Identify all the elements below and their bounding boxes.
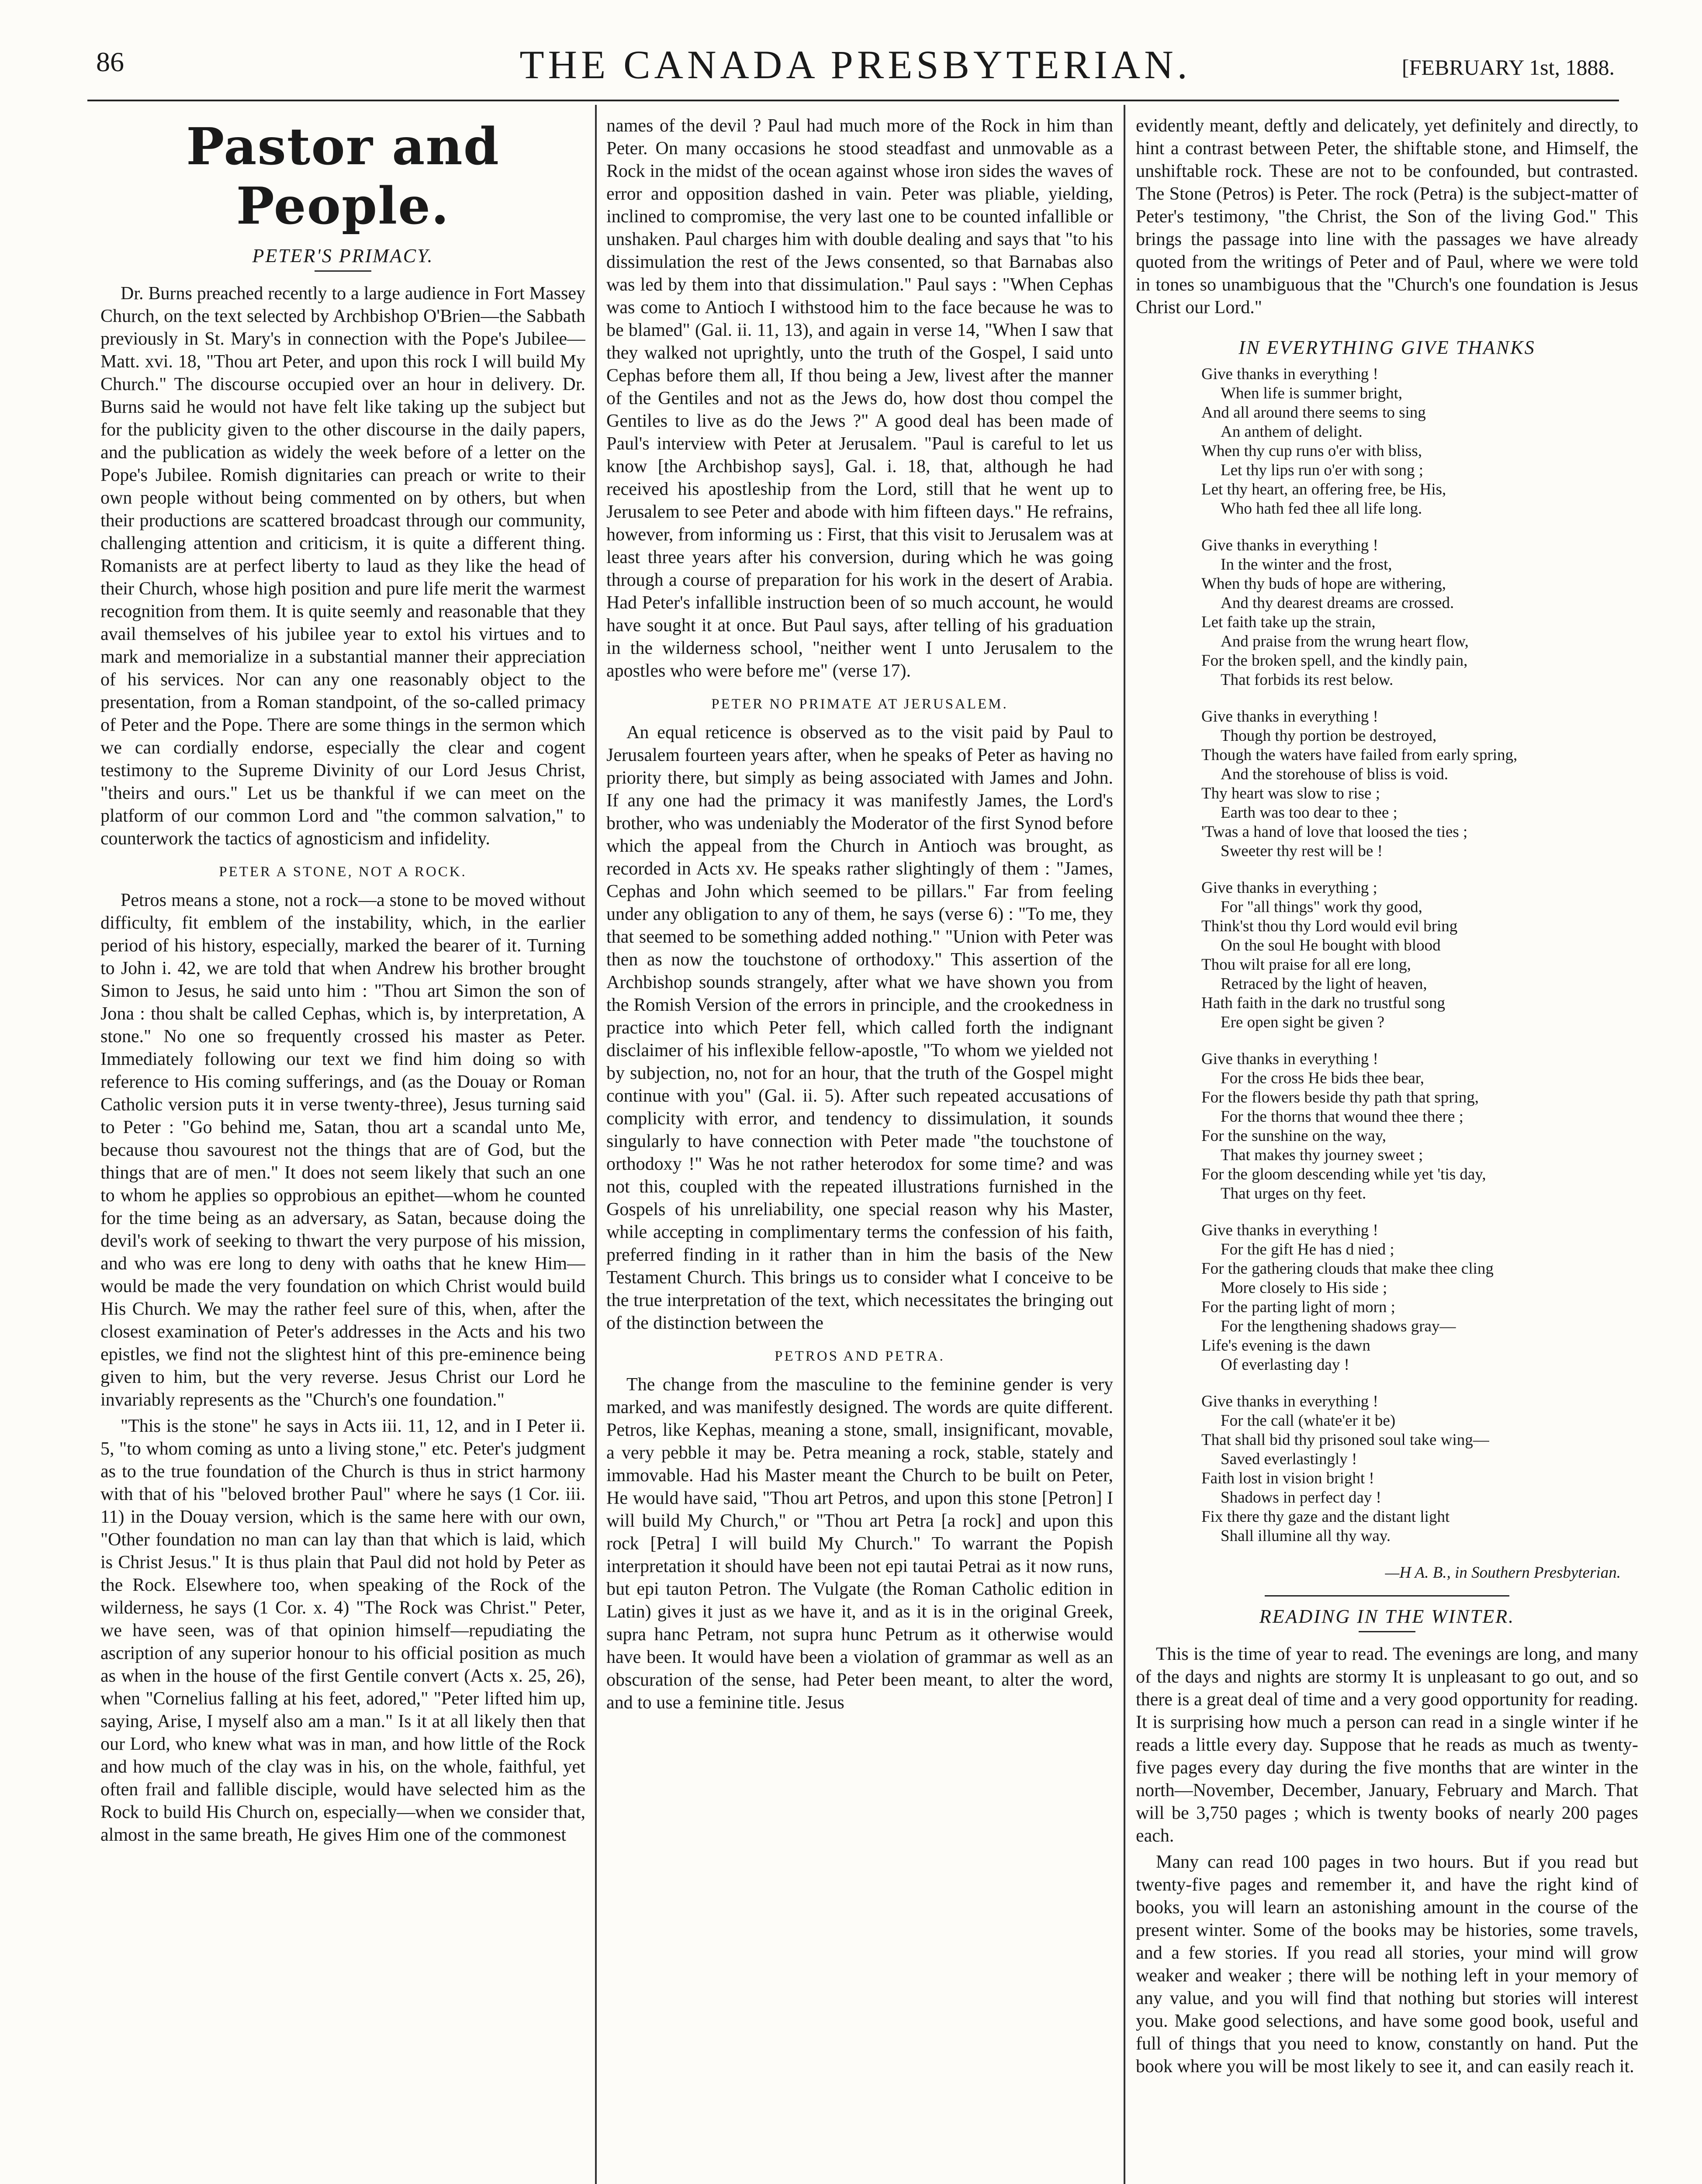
- poem-line: Shall illumine all thy way.: [1221, 1527, 1391, 1545]
- poem-line: And praise from the wrung heart flow,: [1221, 632, 1469, 650]
- column-rule: [1124, 105, 1125, 2184]
- poem-stanza: [1201, 1392, 1638, 1546]
- poem-line: Saved everlastingly !: [1221, 1450, 1357, 1468]
- masthead-title: THE CANADA PRESBYTERIAN.: [519, 42, 1191, 87]
- poem-line: An anthem of delight.: [1221, 423, 1363, 441]
- article-paragraph: "This is the stone" he says in Acts iii. 11, 12, and in I Peter ii. 5, "to whom coming as unto a living stone," etc. Peter's judgment as to the true foundation of the Church is thus in strict harmony with that of his "beloved brother Paul" where he says (1 Cor. iii. 11) in the Douay version, which is the same here with our own, "Other foundation no man can lay than that which is laid, which is Christ Jesus." It is thus plain that Paul did not hold by Peter as the Rock. Elsewhere too, when speaking of the Rock of the wilderness, he says (1 Cor. x. 4) "The Rock was Christ." Peter, we have seen, was of that opinion himself—repudiating the ascription of any superior honour to his official position as much as when in the house of the first Gentile convert (Acts x. 25, 26), when "Cornelius falling at his feet, adored," "Peter lifted him up, saying, Arise, I myself also am a man." Is it at all likely then that our Lord, who knew what was in man, and how little of the Rock and how much of the clay was in his, on the whole, faithful, yet often frail and fallible disciple, would have selected him as the Rock to build His Church on, especially—when we consider that, almost in the same breath, He gives Him one of the commonest: [100, 1416, 585, 1845]
- article-paragraph: Dr. Burns preached recently to a large audience in Fort Massey Church, on the text selected by Archbishop O'Brien—the Sabbath previously in St. Mary's in connection with the Pope's Jubilee—Matt. xvi. 18, "Thou art Peter, and upon this rock I will build My Church." The discourse occupied over an hour in delivery. Dr. Burns said he would not have felt like taking up the subject but for the publicity given to the other discourse in the daily papers, and the publication as widely the week before of a letter on the Pope's Jubilee. Romish dignitaries can preach or write to their own people without being commented on by others, but when their productions are scattered broadcast through our community, challenging attention and criticism, it is quite a different thing. Romanists are at perfect liberty to laud as they like the head of their Church, whose high position and pure life merit the warmest recognition from them. It is quite seemly and reasonable that they avail themselves of his jubilee year to extol his virtues and to mark and memorialize in a substantial manner their appreciation of his services. Nor can any one reasonably object to the presentation, from a Roman standpoint, of the so-called primacy of Peter and the Pope. There are some things in the sermon which we can cordially endorse, especially the clear and cogent testimony to the Supreme Divinity of our Lord Jesus Christ, "theirs and ours." Let us be thankful if we can meet on the platform of our common Lord and "the common salvation," to counterwork the tactics of agnosticism and infidelity.: [100, 283, 585, 849]
- poem-line: For the gloom descending while yet 'tis day,: [1201, 1165, 1486, 1183]
- poem-line: Of everlasting day !: [1221, 1356, 1349, 1374]
- poem-line: That forbids its rest below.: [1221, 671, 1394, 689]
- title-divider: [315, 270, 371, 272]
- article-paragraph: An equal reticence is observed as to the visit paid by Paul to Jerusalem fourteen years after, when he speaks of Peter as having no priority there, but simply as being associated with James and John. If any one had the primacy it was manifestly James, the Lord's brother, who was undeniably the Moderator of the first Synod before which the appeal from the Church in Antioch was brought, as recorded in Acts xv. He speaks rather slightingly of them : "James, Cephas and John which seemed to be pillars." Far from feeling under any obligation to any of them, he says (verse 6) : "To me, they that seemed to be something added nothing." "Union with Peter was then as now the touchstone of orthodoxy." This assertion of the Archbishop sounds strangely, after what we have shown you from the Romish Version of the errors in principle, and the crookedness in practice into which Peter fell, which called forth the indignant disclaimer of his inflexible fellow-apostle, "To whom we yielded not by subjection, no, not for an hour, that the truth of the Gospel might continue with you" (Gal. ii. 5). After such repeated accusations of complicity with error, and tendency to dissimulation, it sounds singularly to have connection with Peter made "the touchstone of orthodoxy !" Was he not rather heterodox for some time? and was not this, coupled with the repeated illustrations furnished in the Gospels of his unreliability, one special reason why his Master, while accepting in complimentary terms the confession of his faith, preferred finding in it rather than in him the basis of the New Testament Church. This brings us to consider what I conceive to be the true interpretation of the text, which necessitates the bringing out of the distinction between the: [606, 722, 1113, 1333]
- poem-stanza: [1201, 707, 1638, 861]
- section-heading: PETER NO PRIMATE AT JERUSALEM.: [711, 696, 1008, 712]
- poem-line: Give thanks in everything !: [1201, 1221, 1378, 1239]
- poem-stanza: [1201, 878, 1638, 1032]
- poem-line: On the soul He bought with blood: [1221, 936, 1441, 954]
- poem-line: Life's evening is the dawn: [1201, 1337, 1370, 1355]
- article-paragraph: Petros means a stone, not a rock—a stone to be moved without difficulty, fit emblem of the instability, which, in the earlier period of his history, especially, marked the bearer of it. Turning to John i. 42, we are told that when Andrew his brother brought Simon to Jesus, he said unto him : "Thou art Simon the son of Jona : thou shalt be called Cephas, which is, by interpretation, A stone." No one so frequently crossed his master as Peter. Immediately following our text we find him doing so with reference to His coming sufferings, and (as the Douay or Roman Catholic version puts it in verse twenty-three), Jesus turning said to Peter : "Go behind me, Satan, thou art a scandal unto Me, because thou savourest not the things that are of God, but the things that are of men." It does not seem likely that such an one to whom he applies so opprobious an epithet—whom he counted for the time being as an adversary, as Satan, because doing the devil's work of seeking to thwart the very purpose of his mission, and who was ere long to deny with oaths that he knew Him—would be made the very foundation on which Christ would build His Church. We may the rather feel sure of this, when, after the closest examination of Peter's addresses in the Acts and his two epistles, we find not the slightest hint of this pre-eminence being given to him, but the very reverse. Jesus Christ our Lord he invariably represents as the "Church's one foundation.": [100, 890, 585, 1410]
- poem-line: Thy heart was slow to rise ;: [1201, 784, 1380, 802]
- poem-line: More closely to His side ;: [1221, 1279, 1387, 1297]
- poem-line: In the winter and the frost,: [1221, 556, 1392, 574]
- poem-line: Let faith take up the strain,: [1201, 613, 1376, 631]
- poem-line: Shadows in perfect day !: [1221, 1489, 1381, 1507]
- poem-line: That urges on thy feet.: [1221, 1185, 1366, 1203]
- poem-line: That shall bid thy prisoned soul take wing—: [1201, 1431, 1489, 1449]
- poem-line: When thy buds of hope are withering,: [1201, 575, 1446, 593]
- poem-line: Let thy heart, an offering free, be His,: [1201, 480, 1446, 498]
- poem-line: And all around there seems to sing: [1201, 404, 1426, 422]
- poem-line: Give thanks in everything !: [1201, 1393, 1378, 1410]
- poem-line: Give thanks in everything !: [1201, 1050, 1378, 1068]
- poem-line: For the call (whate'er it be): [1221, 1412, 1396, 1430]
- poem-line: Give thanks in everything !: [1201, 536, 1378, 554]
- poem-line: For "all things" work thy good,: [1221, 898, 1422, 916]
- column-2: [606, 114, 1113, 2184]
- poem-line: For the cross He bids thee bear,: [1221, 1069, 1425, 1087]
- poem-line: For the lengthening shadows gray—: [1221, 1317, 1456, 1335]
- section-heading: PETER A STONE, NOT A ROCK.: [219, 864, 467, 880]
- column-3: [1136, 114, 1638, 2184]
- poem-line: Fix there thy gaze and the distant light: [1201, 1508, 1450, 1526]
- poem-line: For the broken spell, and the kindly pain,: [1201, 652, 1468, 670]
- poem-line: Think'st thou thy Lord would evil bring: [1201, 917, 1458, 935]
- poem-line: And the storehouse of bliss is void.: [1221, 765, 1449, 783]
- poem-line: Who hath fed thee all life long.: [1221, 500, 1422, 518]
- poem-line: For the thorns that wound thee there ;: [1221, 1108, 1463, 1126]
- poem-line: For the flowers beside thy path that spring,: [1201, 1089, 1479, 1106]
- poem-line: That makes thy journey sweet ;: [1221, 1146, 1423, 1164]
- department-heading: Pastor and People.: [186, 117, 500, 236]
- poem-line: Ere open sight be given ?: [1221, 1013, 1385, 1031]
- reading-title: READING IN THE WINTER.: [1259, 1606, 1515, 1627]
- section-heading: PETROS AND PETRA.: [775, 1348, 945, 1364]
- poem-line: Sweeter thy rest will be !: [1221, 842, 1383, 860]
- column-rule: [595, 105, 597, 2184]
- poem-line: Hath faith in the dark no trustful song: [1201, 994, 1445, 1012]
- poem-stanza: [1201, 1221, 1638, 1375]
- issue-date: [FEBRUARY 1st, 1888.: [1401, 55, 1615, 79]
- poem-line: Retraced by the light of heaven,: [1221, 975, 1427, 993]
- title-divider: [1359, 1631, 1415, 1632]
- poem-line: When life is summer bright,: [1221, 384, 1403, 402]
- poem-stanza: [1201, 365, 1638, 518]
- poem-line: Faith lost in vision bright !: [1201, 1469, 1374, 1487]
- poem-line: Give thanks in everything !: [1201, 365, 1378, 383]
- poem-line: Though thy portion be destroyed,: [1221, 727, 1437, 745]
- poem-line: And thy dearest dreams are crossed.: [1221, 594, 1454, 612]
- header-rule: [87, 100, 1619, 101]
- poem-line: 'Twas a hand of love that loosed the ties ;: [1201, 823, 1468, 841]
- poem-line: Give thanks in everything !: [1201, 708, 1378, 726]
- reading-paragraph: Many can read 100 pages in two hours. But if you read but twenty-five pages and remember it, and have the right kind of books, you will learn an astonishing amount in the course of the present winter. Some of the books may be histories, some travels, and a few stories. If you read all stories, your mind will grow weaker and weaker ; there will be nothing left in your memory of any value, and you will find that nothing but stories will interest you. Make good selections, and have some good book, useful and full of things that you need to know, constantly on hand. Put the book where you will be most likely to see it, and can easily reach it.: [1136, 1852, 1638, 2077]
- poem-stanza: [1201, 536, 1638, 690]
- poem-line: For the sunshine on the way,: [1201, 1127, 1387, 1145]
- page-header: [96, 41, 1615, 94]
- column-1: [100, 114, 585, 2184]
- poem: [1201, 365, 1638, 1546]
- poem-line: Give thanks in everything ;: [1201, 879, 1377, 897]
- section-divider: [1265, 1595, 1509, 1597]
- poem-title: IN EVERYTHING GIVE THANKS: [1238, 337, 1536, 358]
- poem-attribution: —H A. B., in Southern Presbyterian.: [1385, 1564, 1621, 1582]
- poem-line: Though the waters have failed from early spring,: [1201, 746, 1518, 764]
- page-number: 86: [96, 46, 124, 77]
- article-paragraph-continued: names of the devil ? Paul had much more of the Rock in him than Peter. On many occasions he stood steadfast and unmovable as a Rock in the midst of the ocean against whose iron sides the waves of error and opposition dashed in vain. Peter was pliable, yielding, inclined to compromise, the very last one to be counted infallible or unshaken. Paul charges him with double dealing and says that "to his dissimulation the rest of the Jews consented, so that Barnabas also was led by them into that dissimulation." Paul says : "When Cephas was come to Antioch I withstood him to the face because he was to be blamed" (Gal. ii. 11, 13), and again in verse 14, "When I saw that they walked not uprightly, unto the truth of the Gospel, I said unto Cephas before them all, If thou being a Jew, livest after the manner of the Gentiles and not as the Jews do, how dost thou compel the Gentiles to live as do the Jews ?" A good deal has been made of Paul's interview with Peter at Jerusalem. "Paul is careful to let us know [the Archbishop says], Gal. i. 18, that, although he had received his apostleship from the Lord, still that he went up to Jerusalem to see Peter and abode with him fifteen days." He refrains, however, from informing us : First, that this visit to Jerusalem was at least three years after his conversion, during which he was going through a course of preparation for his work in the desert of Arabia. Had Peter's infallible instruction been of so much account, he would have sought it at once. But Paul says, after telling of his graduation in the wilderness school, "neither went I unto Jerusalem to the apostles who were before me" (verse 17).: [606, 116, 1113, 681]
- poem-line: For the gathering clouds that make thee cling: [1201, 1260, 1494, 1278]
- article-paragraph: The change from the masculine to the feminine gender is very marked, and was manifestly designed. The words are quite different. Petros, like Kephas, meaning a stone, small, insignificant, movable, a very pebble it may be. Petra meaning a rock, stable, stately and immovable. Had his Master meant the Church to be built on Peter, He would have said, "Thou art Petros, and upon this stone [Petron] I will build My Church," or "Thou art Petra [a rock] and upon this rock [Petra] I will build My Church." To warrant the Popish interpretation it should have been not epi tautai Petrai as it now runs, but epi tauton Petron. The Vulgate (the Roman Catholic edition in Latin) gives it just as we have it, and as it is in the original Greek, supra hanc Petram, not supra hunc Petrum as it otherwise would have been. It would have been a violation of grammar as well as an obscuration of the sense, had Peter been meant, to alter the word, and to use a feminine title. Jesus: [606, 1375, 1113, 1713]
- poem-line: Let thy lips run o'er with song ;: [1221, 461, 1423, 479]
- poem-line: When thy cup runs o'er with bliss,: [1201, 442, 1422, 460]
- article-paragraph-continued: evidently meant, deftly and delicately, yet definitely and directly, to hint a contrast between Peter, the shiftable stone, and Himself, the unshiftable rock. These are not to be confounded, but contrasted. The Stone (Petros) is Peter. The rock (Petra) is the subject-matter of Peter's testimony, "the Christ, the Son of the living God." This brings the passage into line with the passages we have already quoted from the writings of Peter and of Paul, where we were told in tones so unambiguous that the "Church's one foundation is Jesus Christ our Lord.": [1136, 116, 1638, 318]
- article-title: PETER'S PRIMACY.: [252, 245, 434, 266]
- reading-paragraph: This is the time of year to read. The evenings are long, and many of the days and nights are stormy It is unpleasant to go out, and so there is a great deal of time and a very good opportunity for reading. It is surprising how much a person can read in a single winter if he reads a little every day. Suppose that he reads as much as twenty-five pages every day during the five months that are winter in the north—November, December, January, February and March. That will be 3,750 pages ; which is twenty books of nearly 200 pages each.: [1136, 1644, 1638, 1846]
- poem-line: Earth was too dear to thee ;: [1221, 804, 1398, 822]
- poem-stanza: [1201, 1050, 1638, 1203]
- poem-line: For the parting light of morn ;: [1201, 1298, 1395, 1316]
- poem-line: Thou wilt praise for all ere long,: [1201, 956, 1411, 974]
- poem-line: For the gift He has d nied ;: [1221, 1241, 1394, 1258]
